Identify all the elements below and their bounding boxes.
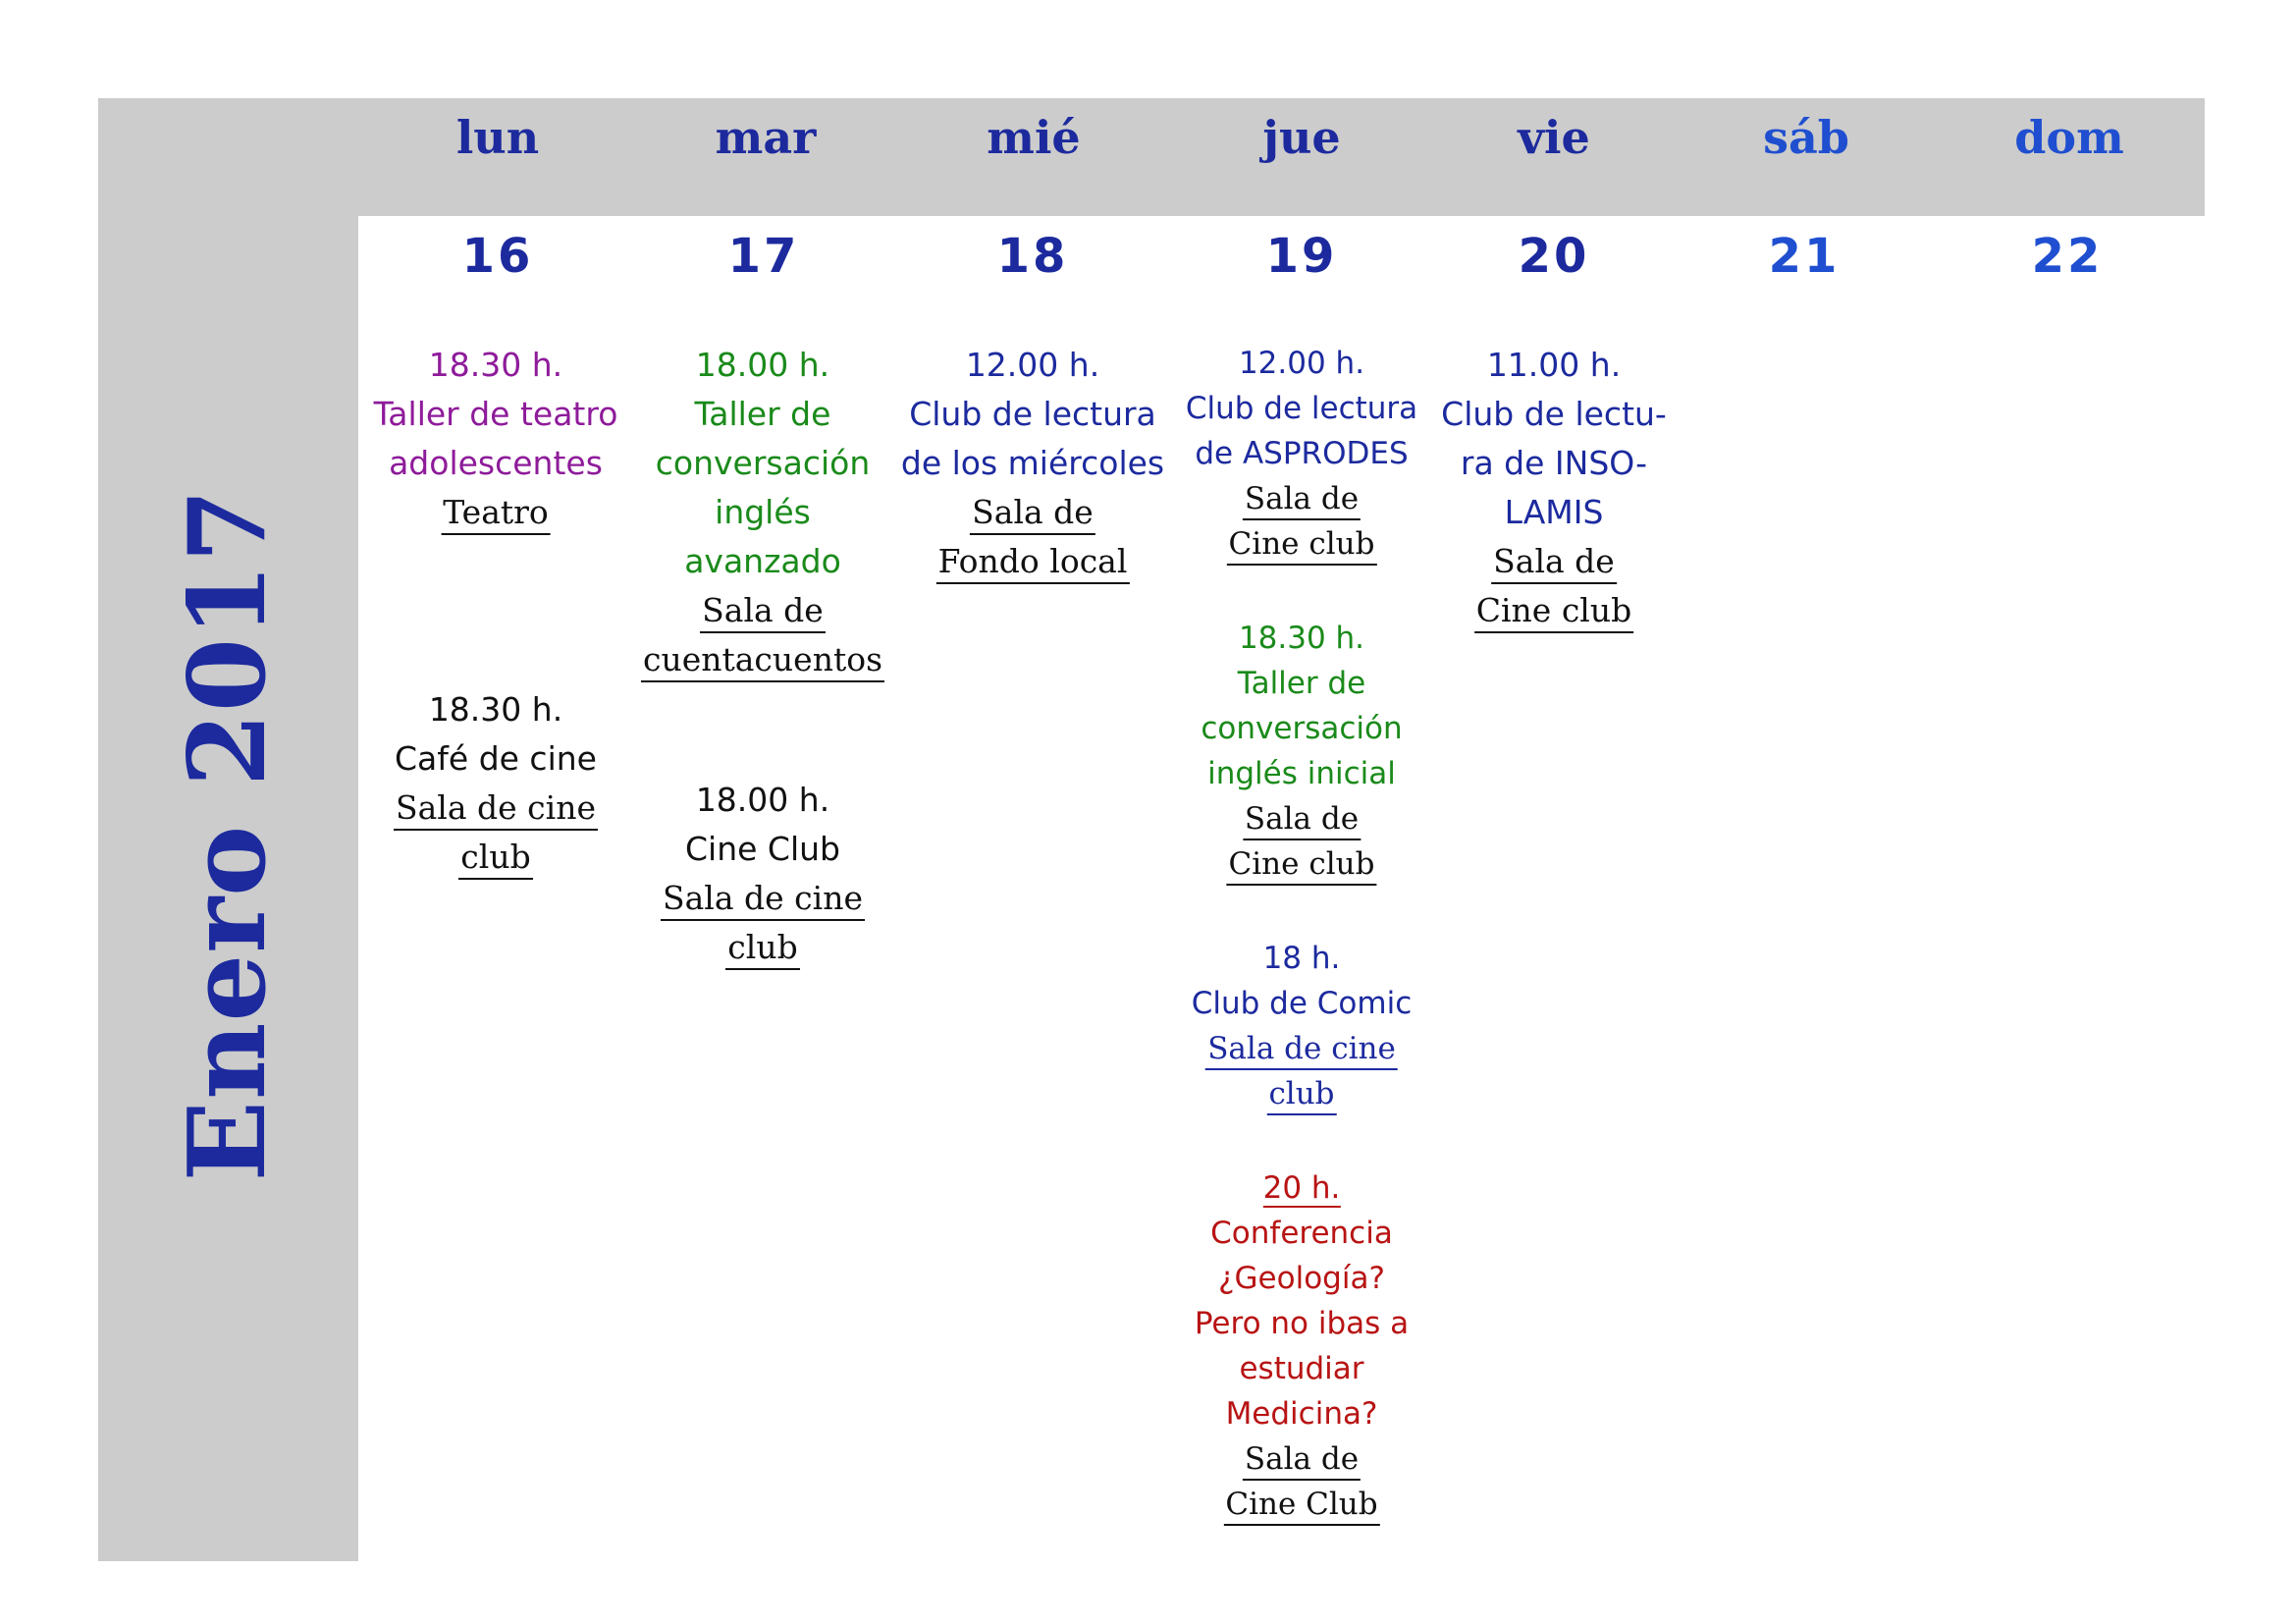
event-title: Pero no ibas a [1194,1306,1410,1341]
event-room-link[interactable]: Sala de [1243,799,1361,840]
event-room-link[interactable]: Cine club [1227,844,1377,886]
event-time: 18.30 h. [1238,621,1365,656]
event-jue-ingles-inicial [1201,616,1402,887]
event-room-link[interactable]: Sala de [1491,541,1617,584]
daynum-17: 17 [727,229,800,284]
event-time: 18.30 h. [428,690,563,729]
event-mie-club-lectura [901,341,1164,586]
event-title: Taller de [694,395,831,433]
event-title: Club de lectu- [1441,395,1667,433]
event-room-link[interactable]: club [1266,1074,1336,1115]
event-time: 12.00 h. [965,346,1100,384]
dayname-jue: jue [1262,111,1341,164]
event-lun-teatro [374,341,618,537]
event-title: Club de lectura [1185,391,1418,426]
event-title: conversación [655,444,871,482]
event-mar-ingles-avanzado [641,341,884,684]
event-room-link[interactable]: Sala de [970,492,1095,535]
dayname-sab: sáb [1763,111,1849,164]
event-jue-asprodes [1186,341,1417,567]
event-room-link[interactable]: Cine club [1474,590,1634,633]
event-lun-cafe-cine [394,685,598,882]
daynum-16: 16 [461,229,534,284]
daynum-19: 19 [1265,229,1338,284]
dayname-vie: vie [1518,111,1590,164]
event-title: Club de Comic [1191,986,1413,1021]
event-room-link[interactable]: Sala de [1243,1439,1361,1481]
event-title: ra de INSO- [1460,444,1648,482]
event-time: 18.00 h. [695,781,830,819]
event-jue-club-comic [1192,936,1413,1116]
event-room-link[interactable]: Fondo local [936,541,1130,584]
event-title: Medicina? [1225,1396,1378,1432]
dayname-dom: dom [2014,111,2124,164]
event-time: 11.00 h. [1486,346,1622,384]
event-title: Taller de teatro [373,395,618,433]
event-title: inglés [715,493,811,531]
event-time[interactable]: 20 h. [1262,1170,1341,1206]
event-room-link[interactable]: Cine Club [1223,1485,1379,1526]
event-room-link[interactable]: Sala de cine [1205,1029,1398,1070]
event-jue-conferencia [1195,1165,1409,1527]
event-title: Café de cine [395,739,597,778]
dayname-lun: lun [455,111,540,164]
daynum-22: 22 [2031,229,2104,284]
event-title: adolescentes [389,444,603,482]
event-title: LAMIS [1504,493,1604,531]
event-title: avanzado [684,542,841,580]
event-title: Cine Club [685,830,840,868]
event-room-link[interactable]: Cine club [1227,524,1377,566]
event-time: 12.00 h. [1238,346,1365,381]
event-room-link[interactable]: Sala de cine [394,787,598,831]
event-room-link[interactable]: club [458,837,532,880]
event-mar-cine-club [661,776,865,972]
month-title: Enero 2017 [166,487,290,1182]
event-title: Conferencia [1210,1216,1393,1251]
event-room-link[interactable]: Sala de [700,590,826,633]
daynum-20: 20 [1518,229,1590,284]
event-room-link[interactable]: Sala de cine [661,878,865,921]
event-time: 18.30 h. [428,346,563,384]
event-time: 18 h. [1262,941,1341,976]
event-time: 18.00 h. [695,346,830,384]
event-title: conversación [1201,711,1403,746]
event-vie-insolamis [1441,341,1667,635]
event-room-link[interactable]: Sala de [1243,479,1361,520]
daynum-21: 21 [1768,229,1841,284]
event-room-link[interactable]: cuentacuentos [641,639,884,682]
event-title: Taller de [1237,666,1366,701]
dayname-mar: mar [715,111,817,164]
event-title: Club de lectura [909,395,1156,433]
event-room-link[interactable]: club [725,927,799,970]
daynum-18: 18 [996,229,1069,284]
event-title: inglés inicial [1207,756,1396,791]
event-room-link[interactable]: Teatro [441,492,551,535]
event-title: de los miércoles [900,444,1165,482]
event-title: estudiar [1239,1351,1364,1386]
event-title: ¿Geología? [1218,1261,1385,1296]
dayname-mie: mié [987,111,1081,164]
event-title: de ASPRODES [1195,436,1409,471]
